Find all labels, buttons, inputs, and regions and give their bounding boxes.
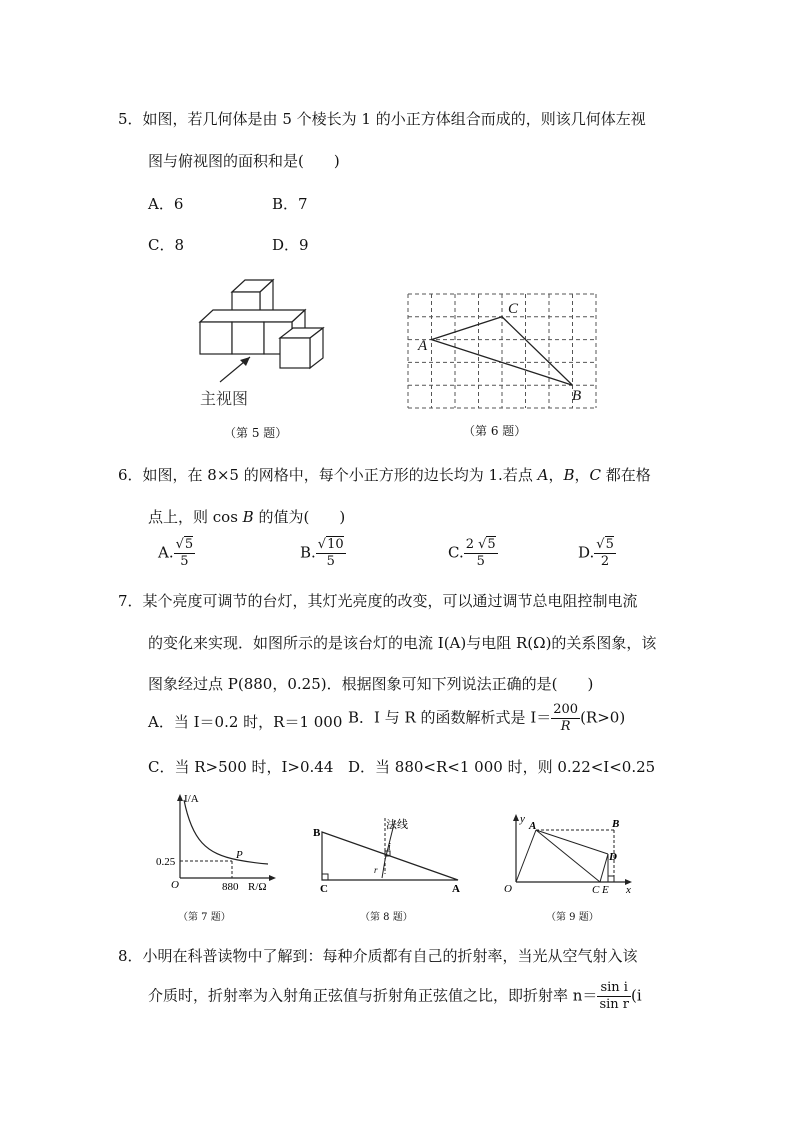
q7-point-p: P	[236, 849, 243, 861]
q7-xtick: 880	[222, 881, 239, 893]
q5-line2: 图与俯视图的面积和是( )	[148, 152, 340, 170]
q8-point-c: C	[320, 883, 328, 895]
q6-point-b: B	[572, 388, 582, 404]
q6-point-c: C	[508, 301, 519, 317]
q5-option-b: B．7	[272, 195, 308, 213]
q7-line3: 图象经过点 P(880，0.25)．根据图象可知下列说法正确的是( )	[148, 675, 594, 693]
q9-label-d: D	[609, 851, 617, 863]
q8-line2: 介质时，折射率为入射角正弦值与折射角正弦值之比，即折射率 n＝ $\frac{\text{sin i}}{\text{sin r}}$ (i	[148, 980, 642, 1012]
q6-option-b: B. $\frac{√10}{5}$	[300, 537, 344, 569]
q9-label-b: B	[612, 818, 620, 830]
q6-line2: 点上，则 cos B 的值为( )	[148, 508, 346, 526]
q8-angle-i: i	[388, 842, 391, 853]
q5-caption: （第 5 题）	[224, 426, 288, 440]
q8-normal-label: 法线	[386, 819, 408, 831]
q6-caption: （第 6 题）	[463, 424, 527, 438]
q8-angle-r: r	[374, 865, 378, 875]
q9-label-a: A	[529, 820, 537, 832]
q5-option-d: D．9	[272, 236, 309, 254]
q6-option-d: D. $\frac{√5}{2}$	[578, 537, 614, 569]
q9-label-y: y	[520, 813, 525, 825]
q7-ytick: 0.25	[156, 856, 176, 868]
q5-line1: 5．如图，若几何体是由 5 个棱长为 1 的小正方体组合而成的，则该几何体左视	[118, 110, 646, 128]
q9-label-o: O	[504, 883, 512, 895]
q9-label-e: E	[602, 884, 609, 895]
q7-option-c: C．当 R>500 时，I>0.44	[148, 758, 334, 776]
q7-xlabel: R/Ω	[248, 881, 267, 893]
q6-option-a: A. $\frac{√5}{5}$	[158, 537, 194, 569]
q8-point-b: B	[313, 827, 321, 839]
q7-option-d: D．当 880<R<1 000 时，则 0.22<I<0.25	[348, 758, 656, 776]
q7-line1: 7．某个亮度可调节的台灯，其灯光亮度的改变，可以通过调节总电阻控制电流	[118, 592, 638, 610]
q9-label-x: x	[626, 884, 631, 895]
q7-option-b: B．I 与 R 的函数解析式是 I＝ $\frac{200}{R}$ (R>0)	[348, 702, 626, 734]
q8-figure	[310, 810, 470, 895]
q7-line2: 的变化来实现．如图所示的是该台灯的电流 I(A)与电阻 R(Ω)的关系图象，该	[148, 634, 657, 652]
q7-caption: （第 7 题）	[178, 912, 231, 923]
q5-option-a: A．6	[148, 195, 184, 213]
q9-label-c: C	[592, 884, 600, 895]
q9-caption: （第 9 题）	[546, 912, 599, 923]
q7-ylabel: I/A	[184, 793, 199, 805]
q5-figure-label: 主视图	[200, 389, 249, 408]
q7-option-a: A．当 I＝0.2 时，R＝1 000	[148, 713, 343, 731]
q8-point-a: A	[452, 883, 460, 895]
q6-grid-figure	[400, 286, 605, 414]
q7-graph	[150, 788, 280, 898]
q6-line1: 6．如图，在 8×5 的网格中，每个小正方形的边长均为 1.若点 A，B，C 都在格	[118, 466, 651, 484]
q7-origin: O	[171, 879, 179, 891]
q8-caption: （第 8 题）	[360, 912, 413, 923]
q9-figure	[496, 810, 641, 895]
q8-line1: 8．小明在科普读物中了解到：每种介质都有自己的折射率，当光从空气射入该	[118, 947, 638, 965]
q5-option-c: C．8	[148, 236, 185, 254]
q6-point-a: A	[418, 338, 428, 354]
q6-option-c: C. $\frac{2 √5}{5}$	[448, 537, 496, 569]
